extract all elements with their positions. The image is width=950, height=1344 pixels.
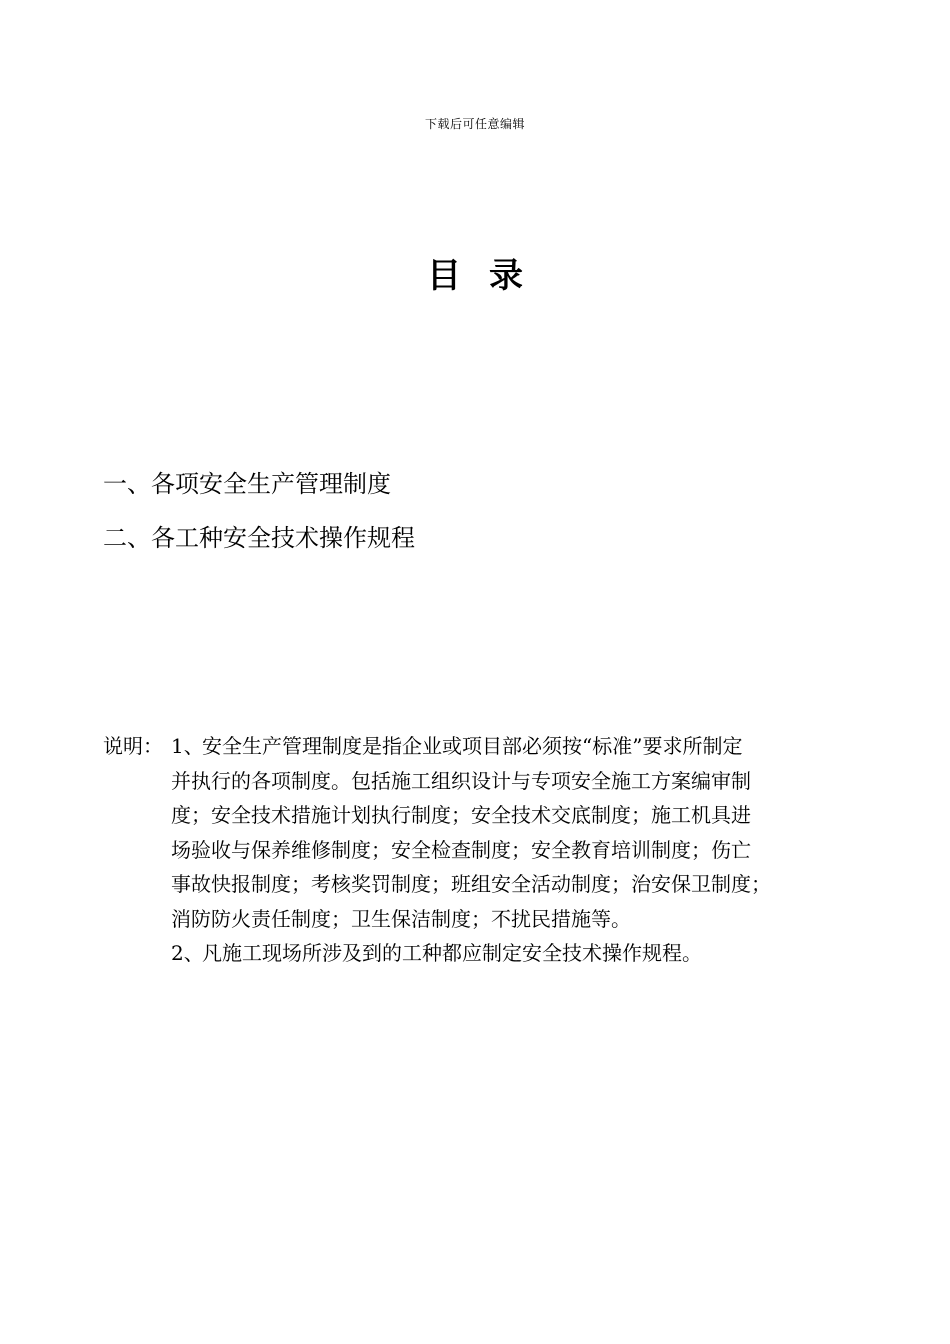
note-body-1 <box>171 729 873 936</box>
toc-item-1[interactable]: 一、各项安全生产管理制度 <box>103 470 391 498</box>
note-number-1: 1、 <box>171 734 204 758</box>
note-item-2 <box>103 936 873 971</box>
note-item-1 <box>103 729 873 936</box>
table-of-contents <box>103 466 863 574</box>
note-number-2: 2、 <box>171 941 204 965</box>
note-line: 消防防火责任制度；卫生保洁制度；不扰民措施等。 <box>171 906 631 931</box>
note-line: 安全生产管理制度是指企业或项目部必须按“标准”要求所制定 <box>202 734 743 758</box>
notes-label: 说明： <box>103 734 163 758</box>
toc-item-2[interactable]: 二、各工种安全技术操作规程 <box>103 524 415 552</box>
note-line: 度；安全技术措施计划执行制度；安全技术交底制度；施工机具进 <box>171 803 751 827</box>
note-line: 场验收与保养维修制度；安全检查制度；安全教育培训制度；伤亡 <box>171 837 751 862</box>
note-line: 并执行的各项制度。包括施工组织设计与专项安全施工方案编审制 <box>171 768 751 793</box>
page-title: 目录 <box>427 256 551 296</box>
note-body-2 <box>202 936 873 971</box>
notes-section <box>103 729 873 971</box>
note-label-spacer <box>103 936 171 971</box>
header-note: 下载后可任意编辑 <box>424 117 525 131</box>
note-line: 凡施工现场所涉及到的工种都应制定安全技术操作规程。 <box>202 941 702 965</box>
note-line: 事故快报制度；考核奖罚制度；班组安全活动制度；治安保卫制度； <box>171 872 771 896</box>
